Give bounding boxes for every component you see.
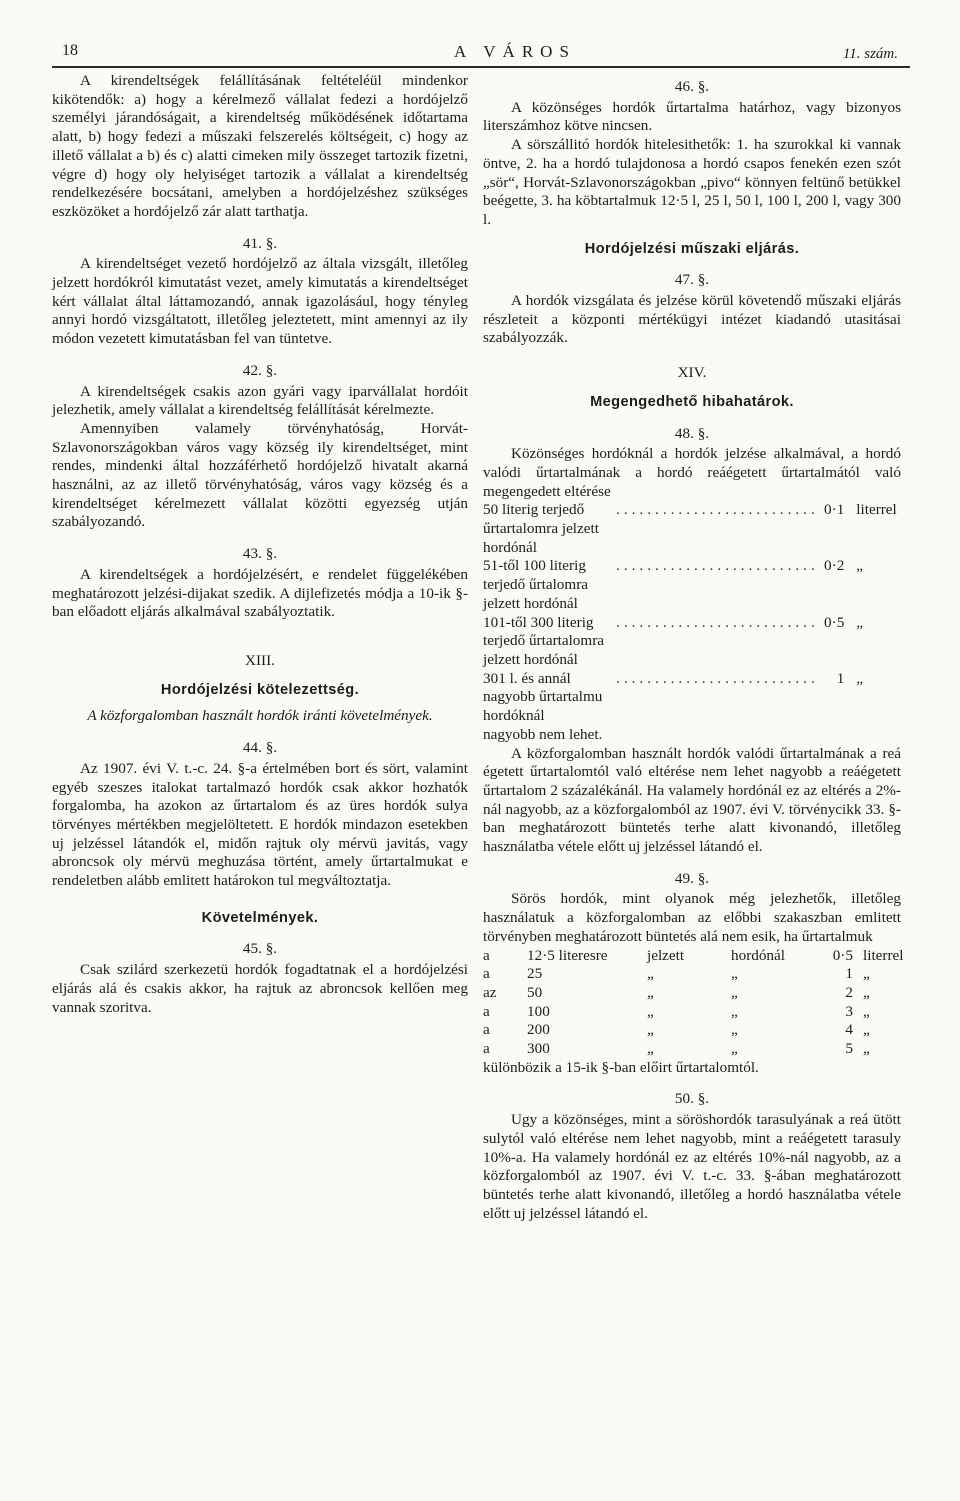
capacity-cell: „ — [647, 1021, 654, 1039]
capacity-row — [483, 1040, 901, 1059]
capacity-cell: az — [483, 983, 497, 1001]
capacity-table — [483, 946, 904, 1059]
capacity-cell: 1 — [845, 965, 853, 983]
tolerance-row: 301 l. és annál nagyobb űrtartalmu hordóknál .......................... 1 „ — [483, 669, 864, 725]
technical-procedure-heading: Hordójelzési műszaki eljárás. — [584, 240, 800, 257]
capacity-row — [483, 1021, 901, 1040]
tolerance-row: 51-től 100 literig terjedő űrtalomra jelzett hordónál .......................... 0·2 „ — [483, 557, 864, 612]
capacity-cell: „ — [731, 983, 738, 1001]
issue-number: 11. szám. — [842, 46, 898, 62]
capacity-cell: literrel — [863, 946, 904, 964]
left-column — [52, 72, 468, 1017]
capacity-cell: „ — [647, 965, 654, 983]
section-48: 48. §. — [674, 424, 710, 442]
capacity-cell: „ — [731, 1002, 738, 1020]
paragraph-46b: A sörszállitó hordók hitelesithetők: 1. ha szurokkal ki vannak öntve, 2. ha a hordó tulajdonosa a hordó csapos fenekén ezen szót „sör“, Horvát-Szlavonországokban „pivo“ könnyen feltünő betükkel beégette, 3. ha köbtartalmuk 12·5 l, 25 l, 50 l, 100 l, 200 l, vagy 300 l. — [483, 136, 901, 228]
paragraph-49-end: különbözik a 15-ik §-ban előirt űrtartalomtól. — [483, 1058, 759, 1076]
capacity-cell: a — [483, 1021, 490, 1039]
capacity-cell: 3 — [845, 1002, 853, 1020]
capacity-cell: „ — [647, 1040, 654, 1058]
capacity-cell: „ — [731, 965, 738, 983]
capacity-cell: 200 — [527, 1021, 550, 1039]
section-49: 49. §. — [674, 869, 710, 887]
capacity-cell: jelzett — [647, 946, 685, 964]
capacity-cell: „ — [731, 1021, 738, 1039]
page-header — [52, 40, 910, 66]
chapter-xiii: XIII. — [245, 651, 275, 669]
capacity-cell: „ — [647, 983, 654, 1001]
tolerance-end: nagyobb nem lehet. — [483, 725, 603, 743]
capacity-cell: 300 — [527, 1040, 550, 1058]
section-50: 50. §. — [674, 1090, 710, 1108]
capacity-cell: „ — [863, 1002, 870, 1020]
paragraph-47: A hordók vizsgálata és jelzése körül követendő műszaki eljárás részleteit a központi mértékügyi intézet kiadandó utasitásai szabályozzák. — [483, 292, 901, 347]
capacity-cell: a — [483, 1002, 490, 1020]
capacity-row — [483, 946, 904, 966]
capacity-cell: „ — [647, 1002, 654, 1020]
chapter-xiv-heading: Megengedhető hibahatárok. — [590, 393, 794, 410]
paragraph-41: A kirendeltséget vezető hordójelző az általa vizsgált, illetőleg jelzett hordókról kimutatást vezet, amely kimutatás a kirendeltséget kért vállalat által láttamozandó, annak igazolásául, hogy tényleg annyi hordó vizsgáltatott, illetőleg jeleztetett, mint amennyi az ily módon vezetett kimutatásban fel van tüntetve. — [52, 255, 468, 348]
capacity-cell: a — [483, 965, 490, 983]
header-rule — [52, 66, 910, 68]
paragraph-50: Ugy a közönséges, mint a söröshordók tarasulyának a reá ütött sulytól való eltérése nem lehet nagyobb, mint a reáégetett tarasuly 10%-a. Ha valamely hordónál ez az eltérés 10%-nál nagyobb, az a közforgalomból az 1907. évi V. t.-c. 33. §-ában meghatározott büntetés terhe alatt kivonandó, illetőleg a hordó használatba vétele előtt uj jelzéssel látandó el. — [483, 1111, 901, 1222]
capacity-cell: „ — [731, 1040, 738, 1058]
capacity-row — [483, 984, 901, 1003]
page-number: 18 — [62, 42, 78, 59]
paragraph-44: Az 1907. évi V. t.-c. 24. §-a értelmében bort és sört, valamint egyéb szeszes italokat tartalmazó hordók csak akkor hozhatók forgalomba, ha azokon az űrtartalom és az üres hordók sulya törvényes mértékben megjelöltetett. E hordók mindazon esetekben uj jelzéssel látandók el, midőn rajtuk oly mérvü javitás, vagy abroncsok oly mérvü meghuzása történt, amely űrtartalmukat e rendeletben alább emlitett határokon tul megváltoztatja. — [52, 759, 468, 890]
section-44: 44. §. — [242, 739, 278, 757]
capacity-cell: 12·5 literesre — [527, 946, 608, 964]
paragraph-42a: A kirendeltségek csakis azon gyári vagy iparvállalat hordóit jelezhetik, amely vállalat a kirendeltség felállítását kérelmezte. — [52, 382, 468, 419]
paragraph-49: Sörös hordók, mint olyanok még jelezhetők, illetőleg használatuk a közforgalomban az előbbi szakaszban emlitett törvényben meghatározott büntetés alá nem esik, ha űrtartalmuk — [483, 890, 901, 945]
paragraph-48: Közönséges hordóknál a hordók jelzése alkalmával, a hordó valódi űrtartalmának a hordó reáégetett űrtartalmától való megengedett eltérése — [483, 445, 901, 500]
capacity-cell: hordónál — [731, 946, 785, 964]
right-column — [483, 72, 904, 1223]
paragraph-46a: A közönséges hordók űrtartalma határhoz, vagy bizonyos literszámhoz kötve nincsen. — [483, 98, 901, 135]
paragraph-45: Csak szilárd szerkezetü hordók fogadtatnak el a hordójelzési eljárás alá és csakis akkor, ha rajtuk az abroncsok kellően meg vannak szoritva. — [52, 961, 468, 1016]
capacity-row — [483, 1003, 901, 1022]
chapter-xiv: XIV. — [677, 364, 707, 382]
paragraph-43: A kirendeltségek a hordójelzésért, e rendelet függelékében meghatározott jelzési-dijakat szedik. A dijlefizetés módja a 10-ik §-ban előadott eljárás alkalmával szabályoztatik. — [52, 565, 468, 621]
paragraph-intro: A kirendeltségek felállításának feltételéül mindenkor kikötendők: a) hogy a kérelmező vállalat fedezi a hordójelző személyi járandóságait, a kirendeltség működésének időtartama alatt, b) hogy fedezi a műszaki felszerelés költségeit, c) hogy az illető vállalat a b) és c) alatti cimeken mily összeget tartozik fizetni, végre d) hogy oly helyiséget tartozik a vállalat a kirendeltség rendelkezésére bocsátani, amelyben a hordójelzéshez szükséges eszközöket a hordójelző zár alatt tarthatja. — [52, 72, 468, 220]
section-42: 42. §. — [242, 361, 278, 379]
capacity-cell: 4 — [845, 1021, 853, 1039]
capacity-cell: „ — [863, 1021, 870, 1039]
capacity-row — [483, 965, 901, 984]
paragraph-42b: Amennyiben valamely törvényhatóság, Horvát-Szlavonországokban város vagy község ily kirendeltséget, mint rendes, mindenki által hozzáférhető hordójelző hivatalt akarná használni, az az illető törvényhatóság, város vagy község és a kirendeltséget kérelmezett vállalat közötti egyezség utján szabályozandó. — [52, 419, 468, 531]
capacity-cell: a — [483, 946, 490, 964]
capacity-cell: 100 — [527, 1002, 550, 1020]
capacity-cell: „ — [863, 965, 870, 983]
capacity-cell: 2 — [845, 983, 853, 1001]
capacity-cell: 50 — [527, 983, 543, 1001]
capacity-cell: 5 — [845, 1040, 853, 1058]
section-43: 43. §. — [242, 545, 278, 563]
capacity-cell: 25 — [527, 965, 543, 983]
tolerance-row: 50 literig terjedő űrtartalomra jelzett hordónál .......................... 0·1 literrel — [483, 501, 897, 556]
section-41: 41. §. — [242, 234, 278, 252]
capacity-cell: a — [483, 1040, 490, 1058]
section-46: 46. §. — [674, 78, 710, 95]
tolerance-row: 101-től 300 literig terjedő űrtartalomra jelzett hordónál .......................... 0·5 „ — [483, 613, 864, 668]
section-47: 47. §. — [674, 271, 710, 289]
section-45: 45. §. — [242, 940, 278, 958]
capacity-cell: „ — [863, 983, 870, 1001]
chapter-xiii-heading: Hordójelzési kötelezettség. — [160, 681, 360, 698]
requirements-heading: Követelmények. — [201, 909, 319, 926]
capacity-cell: „ — [863, 1040, 870, 1058]
chapter-xiii-subheading: A közforgalomban használt hordók iránti követelmények. — [87, 707, 433, 725]
paragraph-48b: A közforgalomban használt hordók valódi űrtartalmának a reá égetett űrtartalomtól való eltérése nem lehet nagyobb a reáégetett űrtartalom 2 százalékánál. Ha valamely hordónál ez az eltérés a 2%-nál nagyobb, az a közforgalomból az 1907. évi V. törvénycikk 33. §-ban meghatározott büntetés terhe alatt kivonandó, illetőleg használatba vétele előtt uj jelzéssel látandó el. — [483, 744, 901, 856]
capacity-cell: 0·5 — [832, 946, 853, 964]
journal-title: A VÁROS — [454, 42, 576, 61]
